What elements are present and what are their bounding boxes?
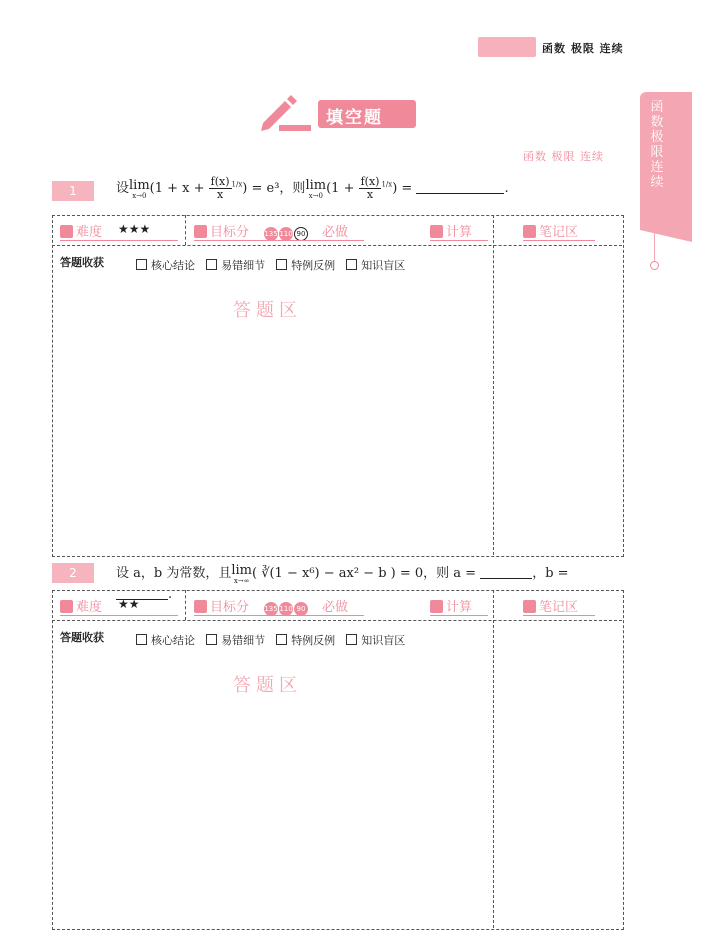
underline — [523, 240, 595, 241]
score-90: 90 — [294, 602, 308, 616]
option-blind[interactable]: 知识盲区 — [346, 634, 405, 647]
option-example[interactable]: 特例反例 — [276, 259, 335, 272]
must-do-label: 必做 — [322, 600, 349, 615]
option-error[interactable]: 易错细节 — [206, 259, 265, 272]
problem-2-question: 设 a，b 为常数，且lim x→∞ ( ∛(1 − x⁶) − ax² − b ) = 0，则 a = ，b = . — [116, 563, 569, 602]
underline — [430, 240, 488, 241]
divider — [185, 215, 186, 245]
underline — [194, 615, 364, 616]
answer-area-label: 答题区 — [233, 300, 302, 321]
option-core[interactable]: 核心结论 — [136, 634, 195, 647]
option-example[interactable]: 特例反例 — [276, 634, 335, 647]
pencil-icon — [255, 93, 313, 133]
score-110: 110 — [279, 602, 293, 616]
target-score-label: 目标分 — [194, 221, 249, 240]
header-chapter-title: 函数 极限 连续 — [542, 42, 624, 55]
gain-label: 答题收获 — [60, 631, 104, 644]
checkbox-icon — [194, 225, 207, 238]
score-110: 110 — [279, 227, 293, 241]
checkbox[interactable] — [136, 634, 147, 645]
calculator-icon — [430, 600, 443, 613]
target-score-options — [264, 597, 309, 616]
star-badge-icon — [60, 225, 73, 238]
answer-blank-a[interactable] — [480, 578, 532, 579]
notebook-icon — [523, 225, 536, 238]
option-core[interactable]: 核心结论 — [136, 259, 195, 272]
checkbox[interactable] — [206, 259, 217, 270]
gain-options — [126, 629, 405, 648]
underline — [523, 615, 595, 616]
difficulty-stars: ★★ — [118, 597, 140, 611]
checkbox[interactable] — [276, 634, 287, 645]
problem-1-question: 设lim x→0 (1 + x + $\frac{f(x)}{x}^{1/x}) = e^3$，则lim x→0 (1 + $\frac{f(x)}{x}^{1/x}$) = . — [116, 175, 509, 201]
underline — [60, 240, 178, 241]
target-score-label: 目标分 — [194, 596, 249, 615]
divider — [493, 215, 494, 555]
notebook-icon — [523, 600, 536, 613]
divider — [493, 590, 494, 928]
calculator-icon — [430, 225, 443, 238]
section-title: 填空题 — [326, 108, 383, 128]
underline — [60, 615, 178, 616]
score-90-selected: 90 — [294, 227, 308, 241]
section-subtitle: 函数 极限 连续 — [523, 150, 604, 163]
underline — [430, 615, 488, 616]
divider — [52, 620, 622, 621]
score-135: 135 — [264, 602, 278, 616]
must-do-label: 必做 — [322, 225, 349, 240]
star-badge-icon — [60, 600, 73, 613]
checkbox[interactable] — [206, 634, 217, 645]
notes-label: 笔记区 — [523, 596, 578, 615]
checkbox-icon — [194, 600, 207, 613]
checkbox[interactable] — [346, 634, 357, 645]
difficulty-stars: ★★★ — [118, 222, 151, 236]
divider — [185, 590, 186, 620]
underline — [194, 240, 364, 241]
divider — [52, 245, 622, 246]
difficulty-label: 难度 — [60, 221, 102, 240]
problem-number: 1 — [52, 181, 94, 201]
checkbox[interactable] — [276, 259, 287, 270]
calc-label: 计算 — [430, 596, 472, 615]
score-135: 135 — [264, 227, 278, 241]
checkbox[interactable] — [136, 259, 147, 270]
answer-area-label: 答题区 — [233, 675, 302, 696]
difficulty-label: 难度 — [60, 596, 102, 615]
calc-label: 计算 — [430, 221, 472, 240]
notes-label: 笔记区 — [523, 221, 578, 240]
gain-options — [126, 254, 405, 273]
target-score-options — [264, 222, 309, 241]
option-error[interactable]: 易错细节 — [206, 634, 265, 647]
checkbox[interactable] — [346, 259, 357, 270]
answer-blank[interactable] — [416, 193, 504, 194]
option-blind[interactable]: 知识盲区 — [346, 259, 405, 272]
header-color-bar — [478, 37, 536, 57]
side-tab-dot — [650, 261, 659, 270]
side-chapter-tab-label: 函数 极限 连续 — [650, 100, 664, 190]
side-tab-line — [654, 200, 655, 262]
gain-label: 答题收获 — [60, 256, 104, 269]
problem-number: 2 — [52, 563, 94, 583]
